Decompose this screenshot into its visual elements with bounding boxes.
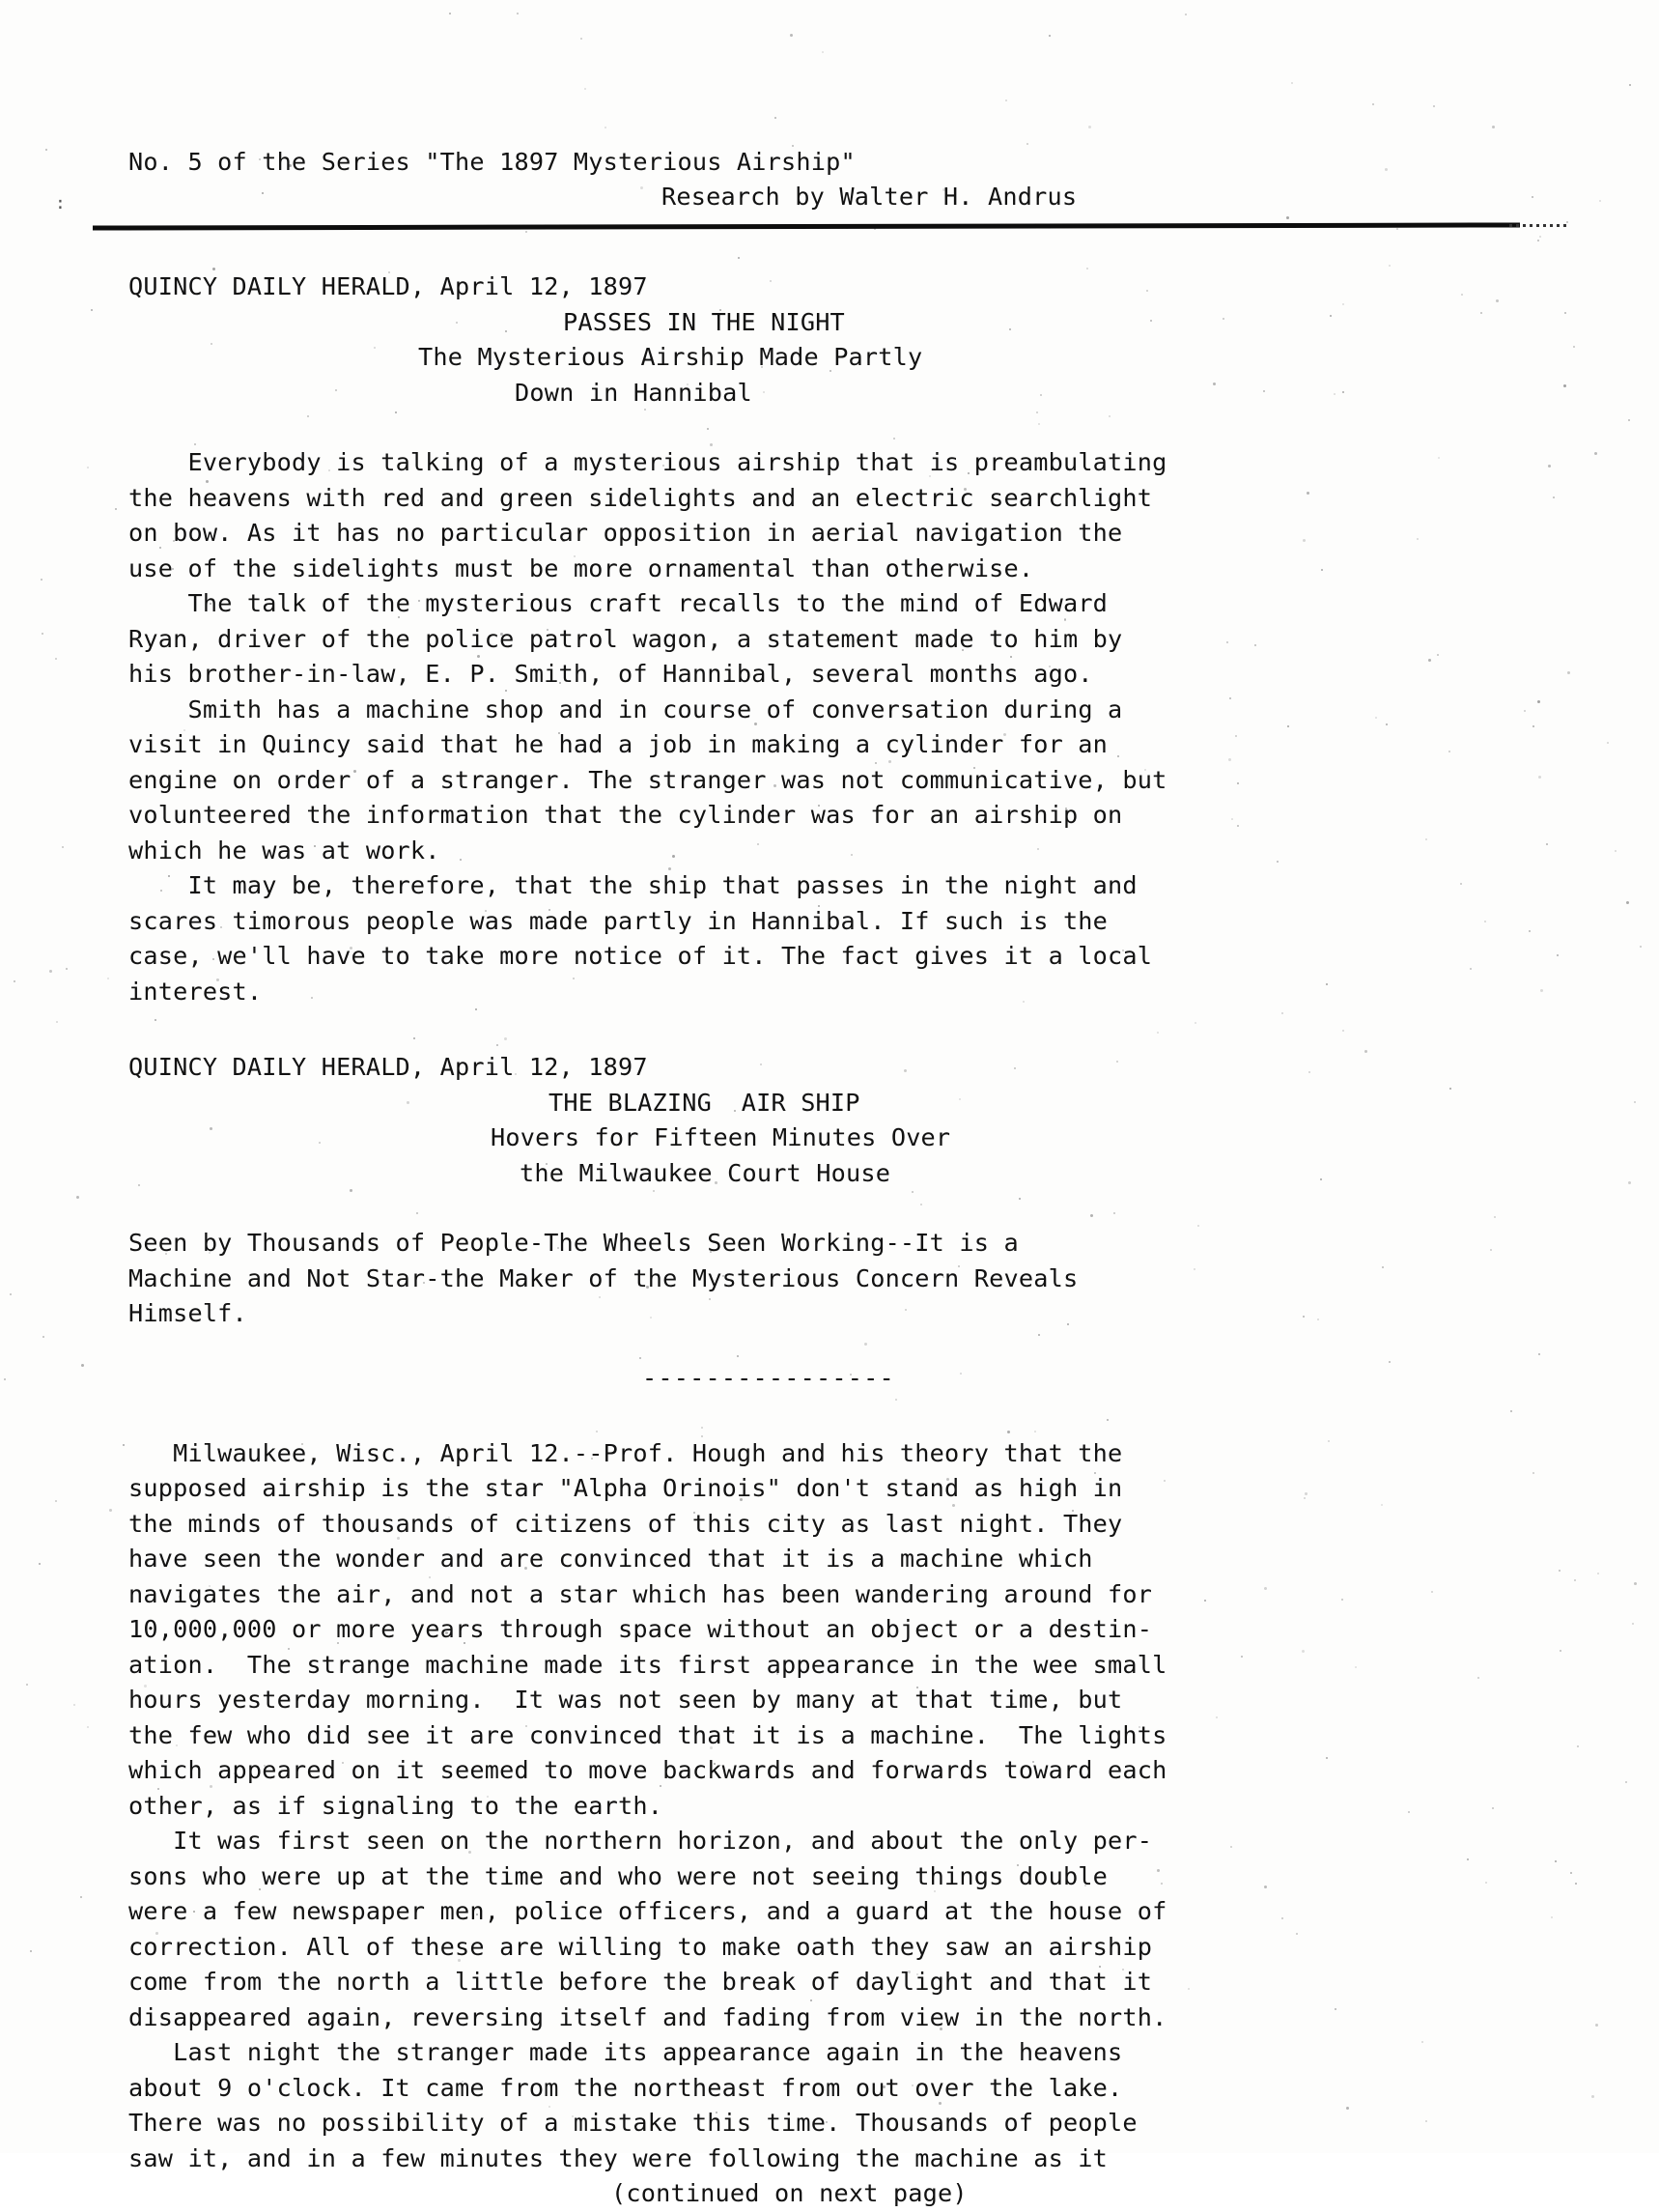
section-divider-dashes: ---------------- <box>642 1363 895 1392</box>
article-1-headline: PASSES IN THE NIGHT <box>563 307 845 336</box>
article-1-paragraph: It may be, therefore, that the ship that passes in the night and scares timorous people was made partly in Hannibal. If such is the case, we'll have to take more notice of it. The fact gives it a local interest. <box>128 871 1153 1006</box>
document-body <box>128 145 1558 2212</box>
article-1-subhead-line-1: The Mysterious Airship Made Partly <box>418 343 923 371</box>
article-1-paragraph: Smith has a machine shop and in course of conversation during a visit in Quincy said that he had a job in making a cylinder for an engine on order of a stranger. The stranger was not communicative, but volunteered the information that the cylinder was for an airship on which he was at work. <box>128 695 1167 865</box>
research-credit: Research by Walter H. Andrus <box>661 183 1078 211</box>
article-2-paragraph: Last night the stranger made its appearance again in the heavens about 9 o'clock. It came from the northeast from out over the lake. There was no possibility of a mistake this time. Thousands of people saw it, and in a few minutes they were following the machine as it <box>128 2038 1138 2172</box>
series-line: No. 5 of the Series "The 1897 Mysterious Airship" <box>128 148 856 176</box>
article-2-headline: THE BLAZING AIR SHIP <box>548 1088 860 1117</box>
article-1-subhead-line-2: Down in Hannibal <box>515 378 752 407</box>
article-1-paragraph: The talk of the mysterious craft recalls to the mind of Edward Ryan, driver of the police patrol wagon, a statement made to him by his brother-in-law, E. P. Smith, of Hannibal, several months ago. <box>128 589 1123 688</box>
article-1-paragraph: Everybody is talking of a mysterious airship that is preambulating the heavens with red and green sidelights and an electric searchlight on bow. As it has no particular opposition in aerial navigation the use of the sidelights must be more ornamental than otherwise. <box>128 448 1167 582</box>
horizontal-rule-faded-tail <box>1509 224 1567 227</box>
article-1 <box>128 269 1558 1009</box>
article-2-kicker: Seen by Thousands of People-The Wheels Seen Working--It is a Machine and Not Star-the Maker of the Mysterious Concern Reveals Himself. <box>128 1229 1079 1327</box>
continued-note: (continued on next page) <box>611 2179 968 2207</box>
article-2-subhead-line-1: Hovers for Fifteen Minutes Over <box>491 1123 951 1151</box>
article-2-subhead-line-2: the Milwaukee Court House <box>520 1158 891 1187</box>
article-2-paragraph: Milwaukee, Wisc., April 12.--Prof. Hough and his theory that the supposed airship is the star "Alpha Orinois" don't stand as high in the minds of thousands of citizens of this city as last night. They have seen the wonder and are convinced that it is a machine which navigates the air, and not a star which has been wandering around for 10,000,000 or more years through space without an object or a destin- ation. The strange machine made its first appearance in the wee small hours yesterday morning. It was not seen by many at that time, but the few who did see it are convinced that it is a machine. The lights which appeared on it seemed to move backwards and forwards toward each other, as if signaling to the earth. <box>128 1438 1167 1820</box>
article-1-source-line: QUINCY DAILY HERALD, April 12, 1897 <box>128 272 648 300</box>
article-2-source-line: QUINCY DAILY HERALD, April 12, 1897 <box>128 1053 648 1081</box>
article-2 <box>128 1050 1558 2212</box>
article-2-paragraph: It was first seen on the northern horizon, and about the only per- sons who were up at the time and who were not seeing things double were a few newspaper men, police officers, and a guard at the house of correction. All of these are willing to make oath they saw an airship come from the north a little before the break of daylight and that it disappeared again, reversing itself and fading from view in the north. <box>128 1827 1167 2031</box>
scan-edge-mark: : <box>55 193 66 213</box>
header-divider-rule <box>128 224 1558 229</box>
